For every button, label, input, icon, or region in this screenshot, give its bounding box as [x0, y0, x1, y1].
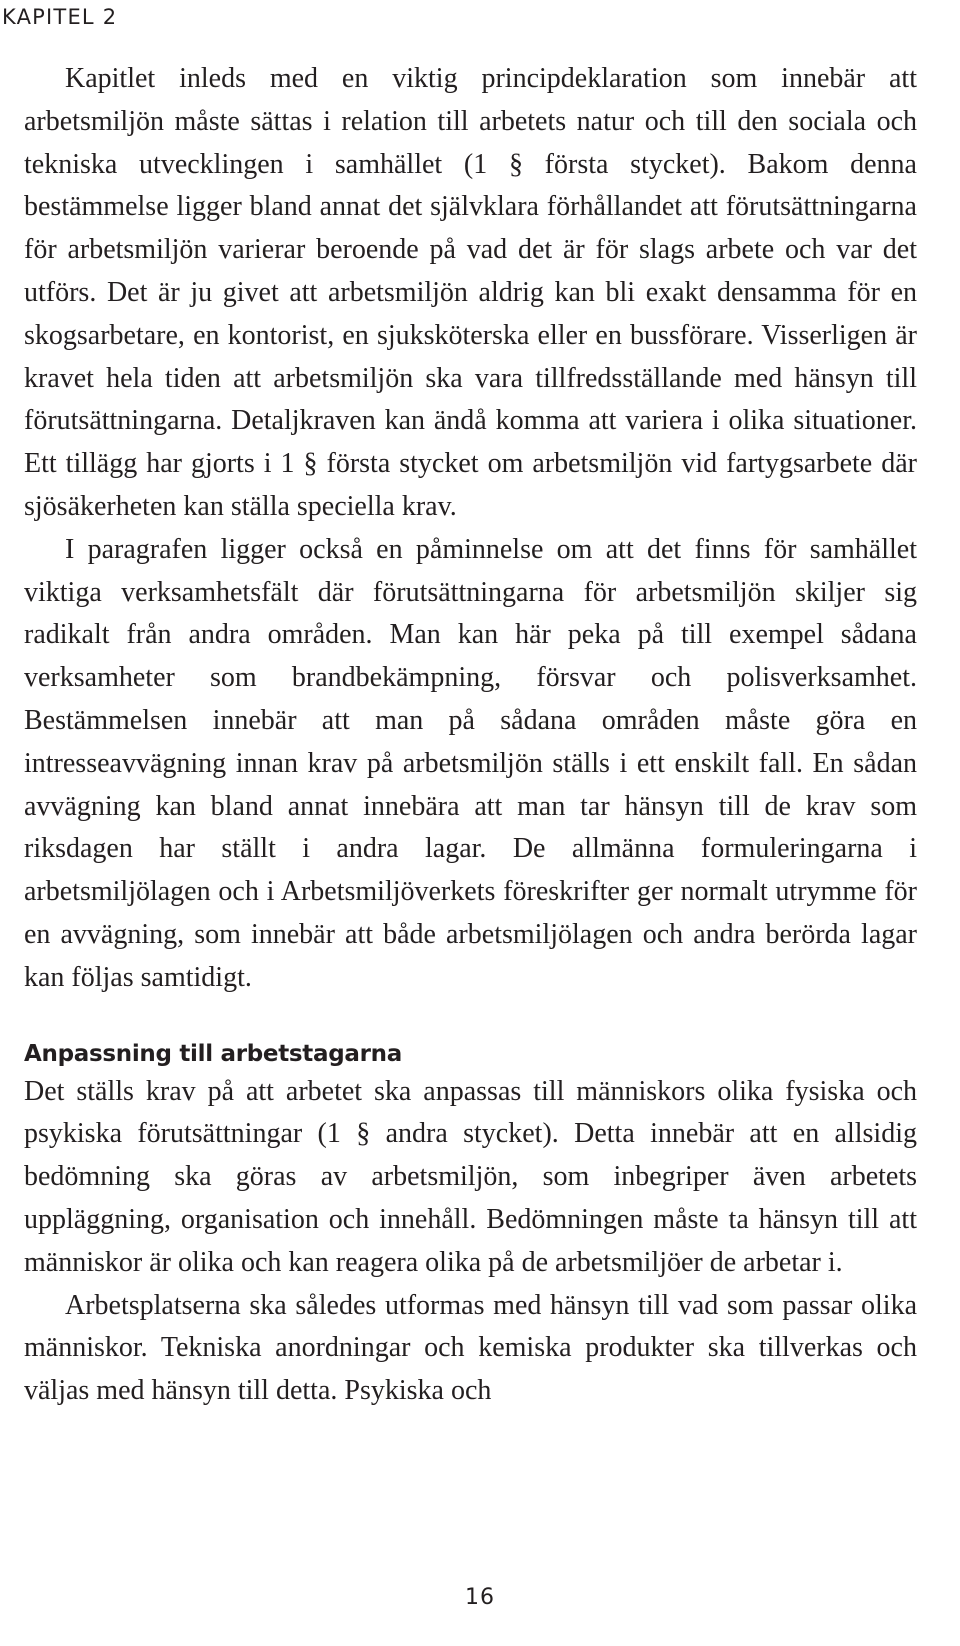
body-paragraph: Kapitlet inleds med en viktig principdeklaration som innebär att arbetsmiljön måste sättas i relation till arbetets natur och till den sociala och tekniska utvecklingen i samhället (1 § första stycket). Bakom denna bestämmelse ligger bland annat det självklara förhållandet att förutsättningarna för arbetsmiljön varierar beroende på vad det är för slags arbete och var det utförs. Det är ju givet att arbetsmiljön aldrig kan bli exakt densamma för en skogsarbetare, en kontorist, en sjuksköterska eller en bussförare. Visserligen är kravet hela tiden att arbetsmiljön ska vara tillfredsställande med hänsyn till förutsättningarna. Detaljkraven kan ändå komma att variera i olika situationer. Ett tillägg har gjorts i 1 § första stycket om arbetsmiljön vid fartygsarbete där sjösäkerheten kan ställa speciella krav.: [24, 63, 917, 522]
body-paragraph: I paragrafen ligger också en påminnelse om att det finns för samhället viktiga verksamhetsfält där förutsättningarna för arbetsmiljön skiljer sig radikalt från andra områden. Man kan här peka på till exempel sådana verksamheter som brandbekämpning, försvar och polisverksamhet. Bestämmelsen innebär att man på sådana områden måste göra en intresseavvägning innan krav på arbetsmiljön ställs i ett enskilt fall. En sådan avvägning kan bland annat innebära att man tar hänsyn till de krav som riksdagen har ställt i andra lagar. De allmänna formuleringarna i arbetsmiljölagen och i Arbetsmiljöverkets föreskrifter ger normalt utrymme för en avvägning, som innebär att både arbetsmiljölagen och andra berörda lagar kan följas samtidigt.: [24, 533, 917, 993]
body-paragraph: Arbetsplatserna ska således utformas med hänsyn till vad som passar olika människor. Tekniska anordningar och kemiska produkter ska tillverkas och väljas med hänsyn till detta. Psykiska och: [24, 1289, 917, 1407]
page-number: 16: [465, 1585, 495, 1610]
chapter-label: KAPITEL 2: [2, 5, 118, 29]
section-heading: Anpassning till arbetstagarna: [24, 1040, 402, 1067]
body-paragraph: Det ställs krav på att arbetet ska anpassas till människors olika fysiska och psykiska förutsättningar (1 § andra stycket). Detta innebär att en allsidig bedömning ska göras av arbetsmiljön, som inbegriper även arbetets uppläggning, organisation och innehåll. Bedömningen måste ta hänsyn till att människor är olika och kan reagera olika på de arbetsmiljöer de arbetar i.: [24, 1075, 917, 1278]
page-body: [24, 58, 917, 1413]
